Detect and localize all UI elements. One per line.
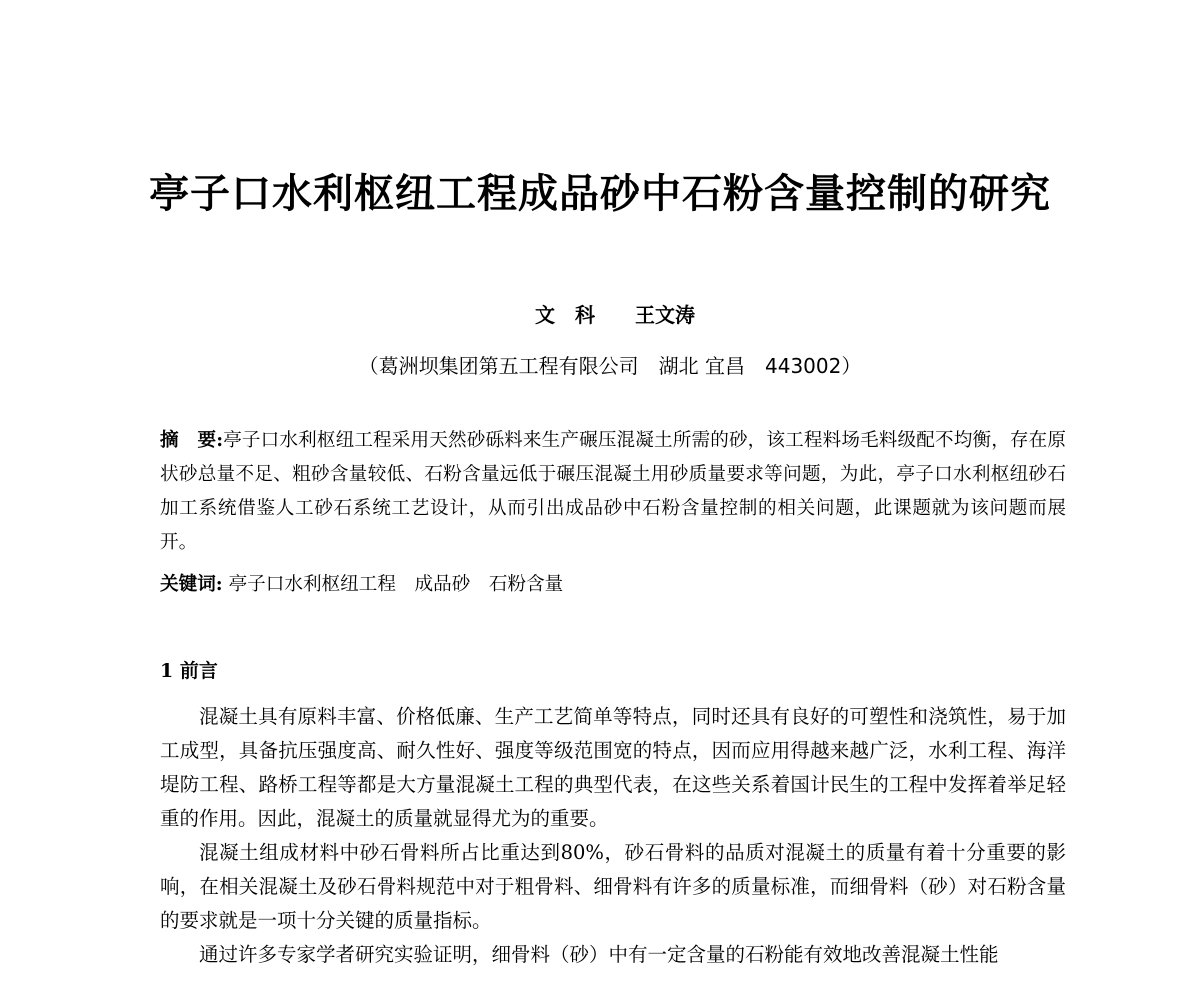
body-paragraph: 通过许多专家学者研究实验证明，细骨料（砂）中有一定含量的石粉能有效地改善混凝土性能 [199, 943, 999, 966]
body-paragraph: 混凝土具有原料丰富、价格低廉、生产工艺简单等特点，同时还具有良好的可塑性和浇筑性，易于加工成型，具备抗压强度高、耐久性好、强度等级范围宽的特点，因而应用得越来越广泛，水利工程、海洋堤防工程、路桥工程等都是大方量混凝土工程的典型代表，在这些关系着国计民生的工程中发挥着举足轻重的作用。因此，混凝土的质量就显得尤为的重要。 [160, 705, 1066, 830]
paper-title: 亭子口水利枢纽工程成品砂中石粉含量控制的研究 [149, 170, 1051, 217]
section-heading-introduction: 1 前言 [160, 660, 218, 682]
section-body-introduction [160, 700, 1066, 972]
abstract-block [160, 424, 1066, 560]
keywords-block [160, 568, 1066, 602]
paper-authors: 文 科 王文涛 [535, 303, 695, 327]
author-affiliation: （葛洲坝集团第五工程有限公司 湖北 宜昌 443002） [358, 354, 862, 378]
abstract-label: 摘 要: [160, 430, 224, 451]
body-paragraph: 混凝土组成材料中砂石骨料所占比重达到80%，砂石骨料的品质对混凝土的质量有着十分重要的影响，在相关混凝土及砂石骨料规范中对于粗骨料、细骨料有许多的质量标准，而细骨料（砂）对石粉含量的要求就是一项十分关键的质量指标。 [160, 841, 1066, 932]
keywords-text: 亭子口水利枢纽工程 成品砂 石粉含量 [228, 574, 564, 595]
keywords-label: 关键词: [160, 574, 223, 595]
abstract-text: 亭子口水利枢纽工程采用天然砂砾料来生产碾压混凝土所需的砂，该工程料场毛料级配不均衡，存在原状砂总量不足、粗砂含量较低、石粉含量远低于碾压混凝土用砂质量要求等问题，为此，亭子口水利枢纽砂石加工系统借鉴人工砂石系统工艺设计，从而引出成品砂中石粉含量控制的相关问题，此课题就为该问题而展开。 [160, 430, 1066, 553]
